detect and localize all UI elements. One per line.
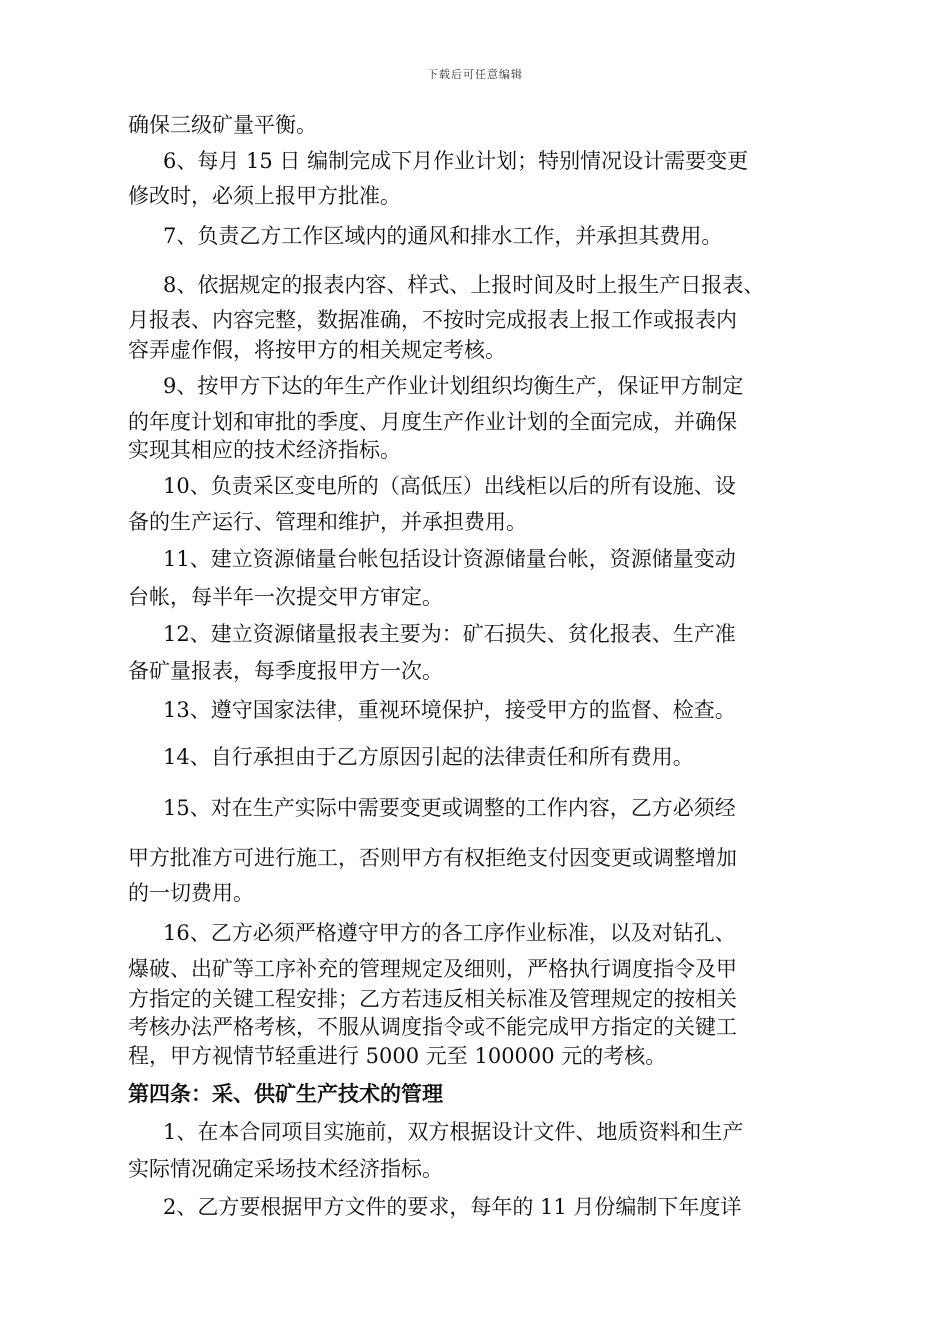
text-line: 7、负责乙方工作区域内的通风和排水工作，并承担其费用。 bbox=[163, 224, 723, 248]
text-line: 实际情况确定采场技术经济指标。 bbox=[128, 1157, 443, 1181]
text-line: 甲方批准方可进行施工，否则甲方有权拒绝支付因变更或调整增加 bbox=[128, 846, 737, 870]
text-line: 14、自行承担由于乙方原因引起的法律责任和所有费用。 bbox=[163, 745, 694, 769]
text-line: 的一切费用。 bbox=[128, 881, 254, 905]
text-line: 确保三级矿量平衡。 bbox=[128, 113, 317, 137]
text-line: 9、按甲方下达的年生产作业计划组织均衡生产，保证甲方制定 bbox=[163, 374, 744, 398]
text-line: 实现其相应的技术经济指标。 bbox=[128, 438, 401, 462]
text-line: 1、在本合同项目实施前，双方根据设计文件、地质资料和生产 bbox=[163, 1120, 744, 1144]
text-line: 16、乙方必须严格遵守甲方的各工序作业标准，以及对钻孔、 bbox=[163, 921, 736, 945]
text-line: 的年度计划和审批的季度、月度生产作业计划的全面完成，并确保 bbox=[128, 410, 737, 434]
text-line: 11、建立资源储量台帐包括设计资源储量台帐，资源储量变动 bbox=[163, 547, 736, 571]
text-line: 爆破、出矿等工序补充的管理规定及细则，严格执行调度指令及甲 bbox=[128, 957, 737, 981]
text-line: 考核办法严格考核，不服从调度指令或不能完成甲方指定的关键工 bbox=[128, 1015, 737, 1039]
page-header: 下载后可任意编辑 bbox=[427, 68, 523, 81]
text-line: 12、建立资源储量报表主要为：矿石损失、贫化报表、生产准 bbox=[163, 622, 736, 646]
text-line: 修改时，必须上报甲方批准。 bbox=[128, 184, 401, 208]
text-line: 备矿量报表，每季度报甲方一次。 bbox=[128, 659, 443, 683]
text-line: 8、依据规定的报表内容、样式、上报时间及时上报生产日报表、 bbox=[163, 273, 765, 297]
text-line: 13、遵守国家法律，重视环境保护，接受甲方的监督、检查。 bbox=[163, 698, 736, 722]
section-heading: 第四条：采、供矿生产技术的管理 bbox=[128, 1081, 443, 1106]
text-line: 方指定的关键工程安排；乙方若违反相关标准及管理规定的按相关 bbox=[128, 987, 737, 1011]
text-line: 15、对在生产实际中需要变更或调整的工作内容，乙方必须经 bbox=[163, 796, 736, 820]
text-line: 月报表、内容完整，数据准确，不按时完成报表上报工作或报表内 bbox=[128, 308, 737, 332]
text-line: 备的生产运行、管理和维护，并承担费用。 bbox=[128, 510, 527, 534]
text-line: 容弄虚作假，将按甲方的相关规定考核。 bbox=[128, 338, 506, 362]
text-line: 程，甲方视情节轻重进行 5000 元至 100000 元的考核。 bbox=[128, 1044, 667, 1068]
text-line: 台帐，每半年一次提交甲方审定。 bbox=[128, 585, 443, 609]
text-line: 6、每月 15 日 编制完成下月作业计划；特别情况设计需要变更 bbox=[163, 149, 749, 173]
text-line: 2、乙方要根据甲方文件的要求，每年的 11 月份编制下年度详 bbox=[163, 1195, 742, 1219]
text-line: 10、负责采区变电所的（高低压）出线柜以后的所有设施、设 bbox=[163, 474, 736, 498]
